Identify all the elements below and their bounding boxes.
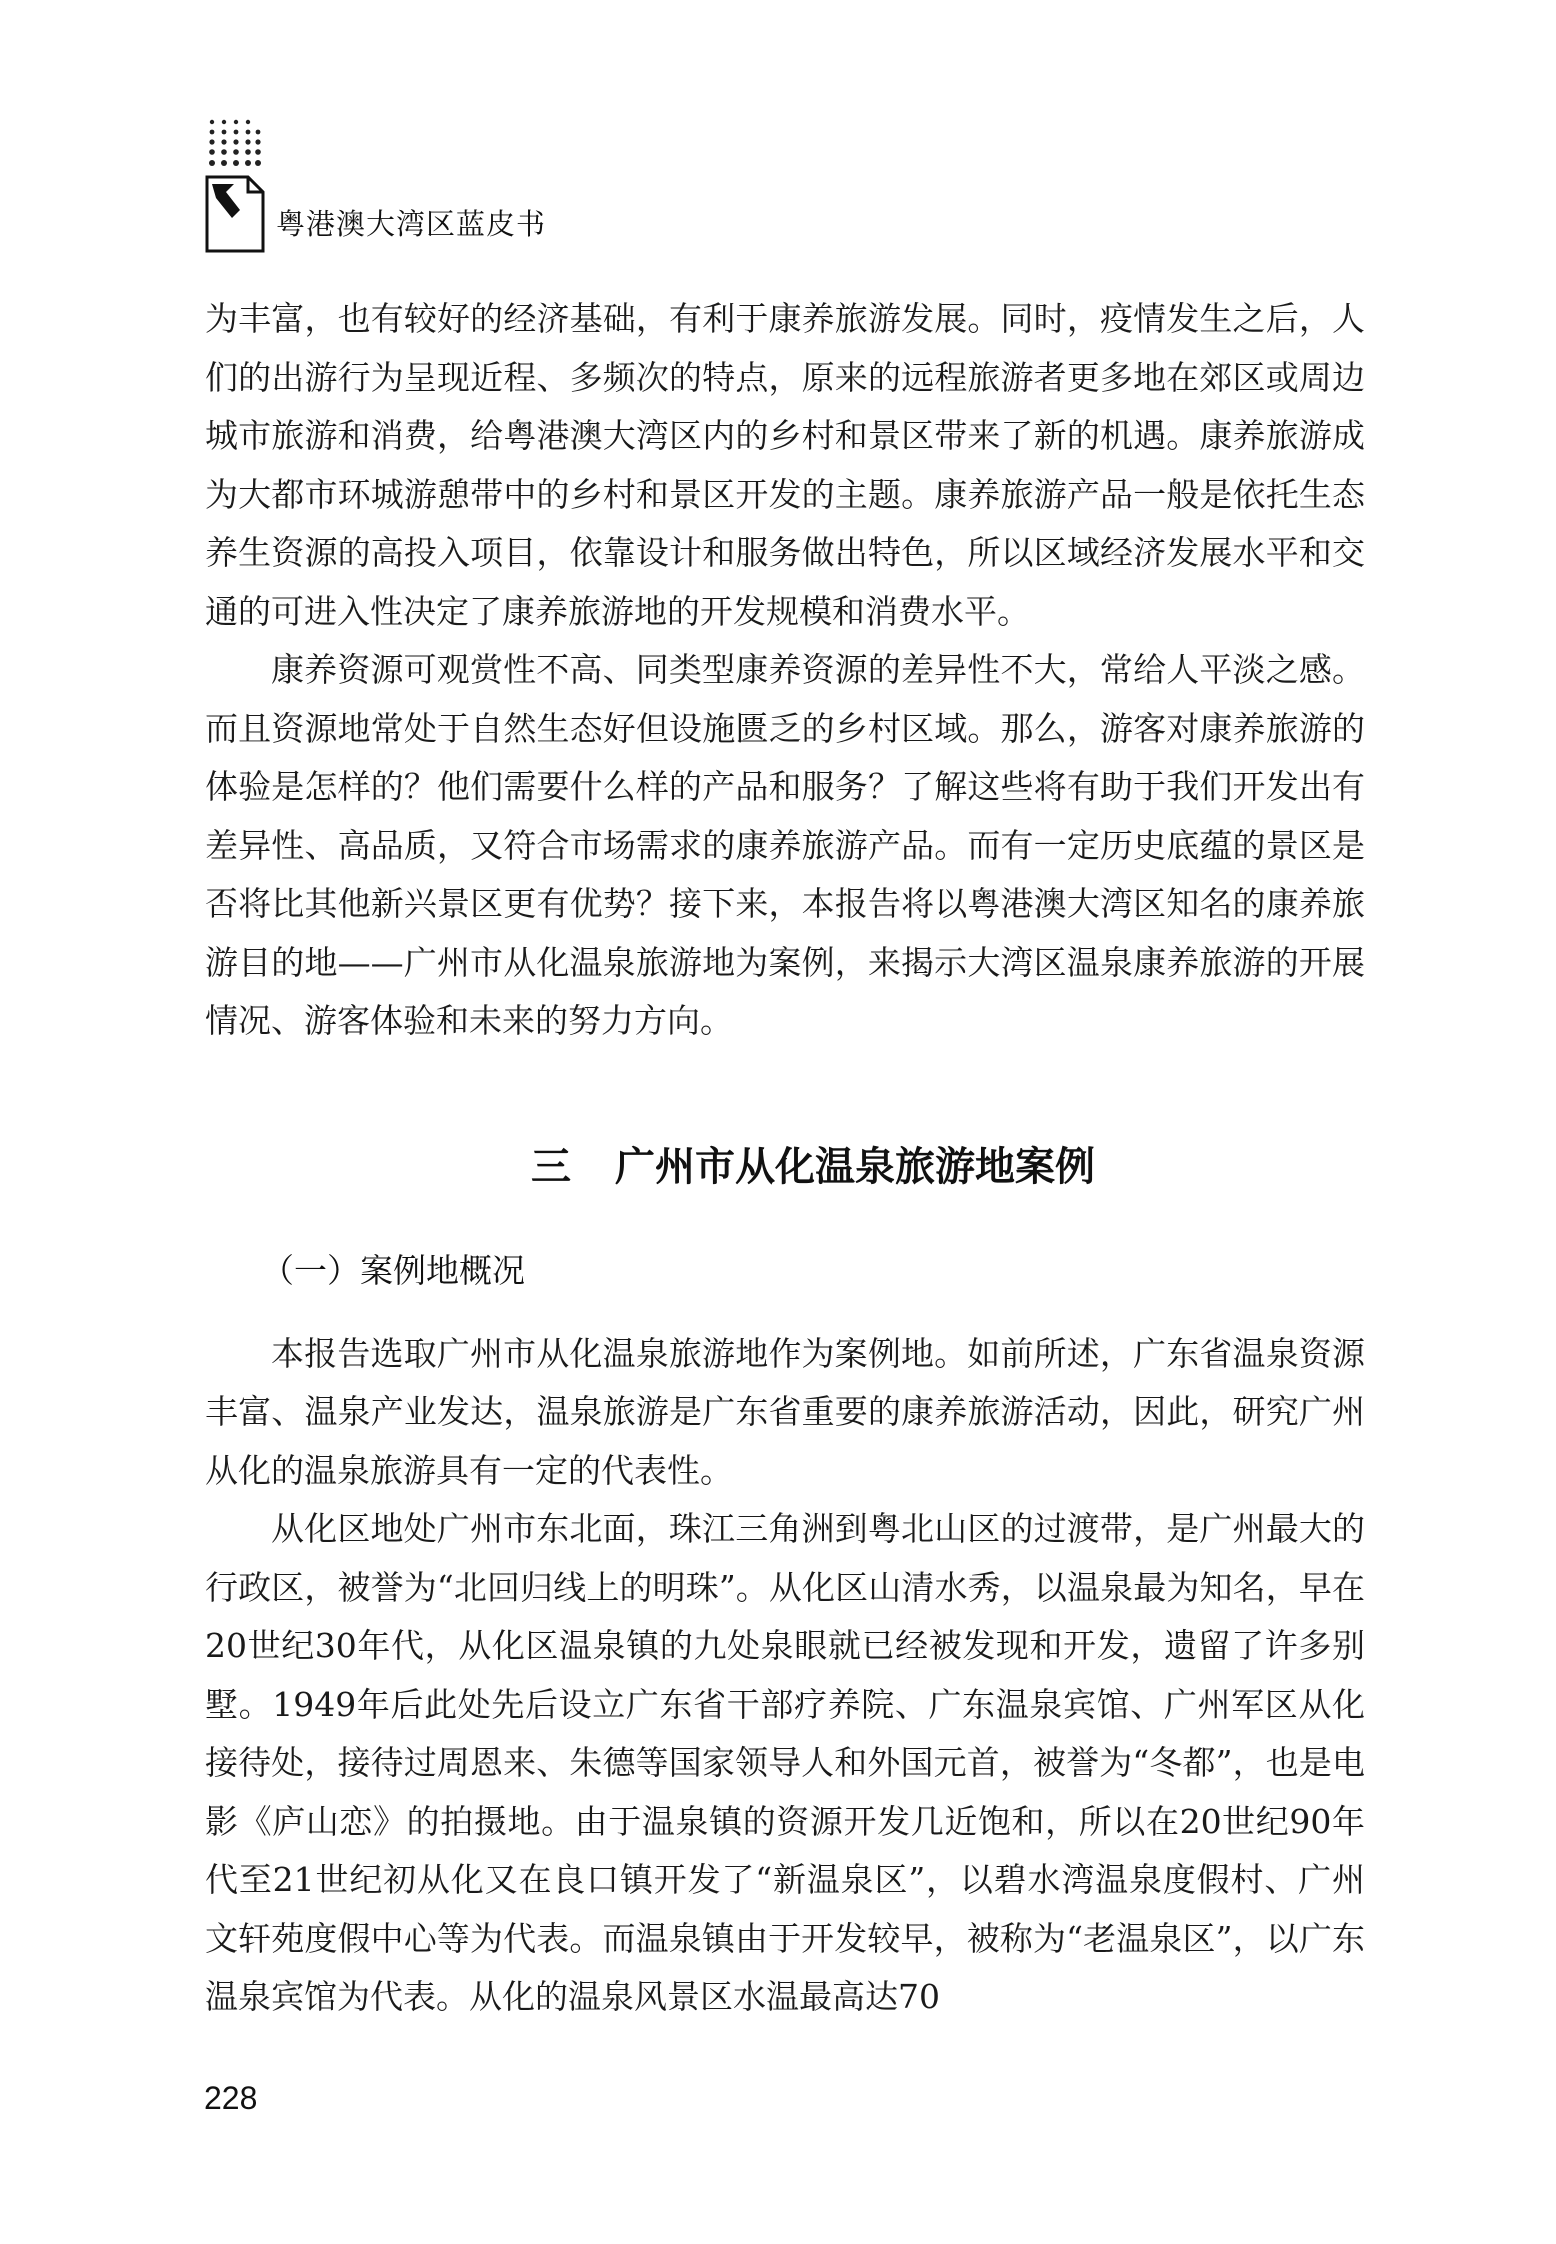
page-header	[204, 118, 904, 258]
dot-grid-icon	[208, 118, 264, 170]
series-title: 粤港澳大湾区蓝皮书	[276, 207, 547, 241]
paragraph: 从化区地处广州市东北面，珠江三角洲到粤北山区的过渡带，是广州最大的行政区，被誉为“北回归线上的明珠”。从化区山清水秀，以温泉最为知名，早在20世纪30年代，从化区温泉镇的九处泉眼就已经被发现和开发，遗留了许多别墅。1949年后此处先后设立广东省干部疗养院、广东温泉宾馆、广州军区从化接待处，接待过周恩来、朱德等国家领导人和外国元首，被誉为“冬都”，也是电影《庐山恋》的拍摄地。由于温泉镇的资源开发几近饱和，所以在20世纪90年代至21世纪初从化又在良口镇开发了“新温泉区”，以碧水湾温泉度假村、广州文轩苑度假中心等为代表。而温泉镇由于开发较早，被称为“老温泉区”，以广东温泉宾馆为代表。从化的温泉风景区水温最高达70	[205, 1509, 1365, 2016]
section-number: 三	[531, 1143, 571, 1190]
paragraph-continued: 为丰富，也有较好的经济基础，有利于康养旅游发展。同时，疫情发生之后，人们的出游行为呈现近程、多频次的特点，原来的远程旅游者更多地在郊区或周边城市旅游和消费，给粤港澳大湾区内的乡村和景区带来了新的机遇。康养旅游成为大都市环城游憩带中的乡村和景区开发的主题。康养旅游产品一般是依托生态养生资源的高投入项目，依靠设计和服务做出特色，所以区域经济发展水平和交通的可进入性决定了康养旅游地的开发规模和消费水平。	[205, 299, 1365, 631]
paragraph: 康养资源可观赏性不高、同类型康养资源的差异性不大，常给人平淡之感。而且资源地常处于自然生态好但设施匮乏的乡村区域。那么，游客对康养旅游的体验是怎样的？他们需要什么样的产品和服务？了解这些将有助于我们开发出有差异性、高品质，又符合市场需求的康养旅游产品。而有一定历史底蕴的景区是否将比其他新兴景区更有优势？接下来，本报告将以粤港澳大湾区知名的康养旅游目的地——广州市从化温泉旅游地为案例，来揭示大湾区温泉康养旅游的开展情况、游客体验和未来的努力方向。	[205, 650, 1365, 1040]
section-title-text: 广州市从化温泉旅游地案例	[615, 1143, 1095, 1190]
subsection-heading: （一）案例地概况	[261, 1250, 525, 1290]
paragraph: 本报告选取广州市从化温泉旅游地作为案例地。如前所述，广东省温泉资源丰富、温泉产业发达，温泉旅游是广东省重要的康养旅游活动，因此，研究广州从化的温泉旅游具有一定的代表性。	[205, 1333, 1365, 1490]
main-content	[205, 290, 1365, 2027]
page-number: 228	[204, 2080, 258, 2116]
book-logo-icon	[204, 174, 266, 254]
section-heading	[205, 1109, 1365, 1225]
